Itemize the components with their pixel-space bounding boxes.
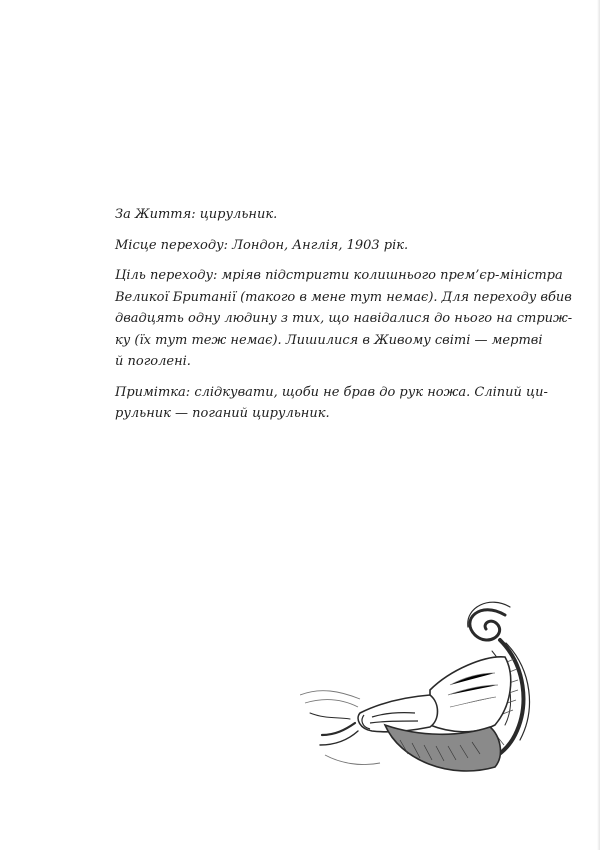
entry-reason-line: Ціль переходу: мріяв підстригти колишнього прем’єр-міністра bbox=[115, 268, 563, 283]
character-entry bbox=[115, 204, 573, 434]
entry-place bbox=[115, 235, 510, 257]
entry-note-line: рульник — поганий цирульник. bbox=[115, 406, 330, 421]
entry-reason-line: двадцять одну людину з тих, що навідалися до нього на стриж- bbox=[115, 311, 573, 326]
entry-place-line: Місце переходу: Лондон, Англія, 1903 рік. bbox=[115, 237, 409, 253]
entry-reason-line: Великої Британії (такого в мене тут немає). Для переходу вбив bbox=[115, 289, 572, 305]
entry-life-line: За Життя: цирульник. bbox=[115, 207, 278, 222]
razor-blade bbox=[310, 713, 358, 745]
entry-reason-line: й поголені. bbox=[115, 354, 191, 369]
entry-reason bbox=[115, 265, 573, 373]
entry-note-line: Примітка: слідкувати, щоби не брав до рук ножа. Сліпий ци- bbox=[115, 384, 548, 400]
hand bbox=[358, 695, 437, 732]
basin bbox=[385, 725, 500, 771]
entry-life bbox=[115, 204, 510, 226]
arm bbox=[430, 657, 511, 732]
entry-reason-line: ку (їх тут теж немає). Лишилися в Живому світі — мертві bbox=[115, 332, 543, 348]
entry-note bbox=[115, 382, 548, 425]
hand-holding-razor-illustration bbox=[300, 595, 560, 795]
